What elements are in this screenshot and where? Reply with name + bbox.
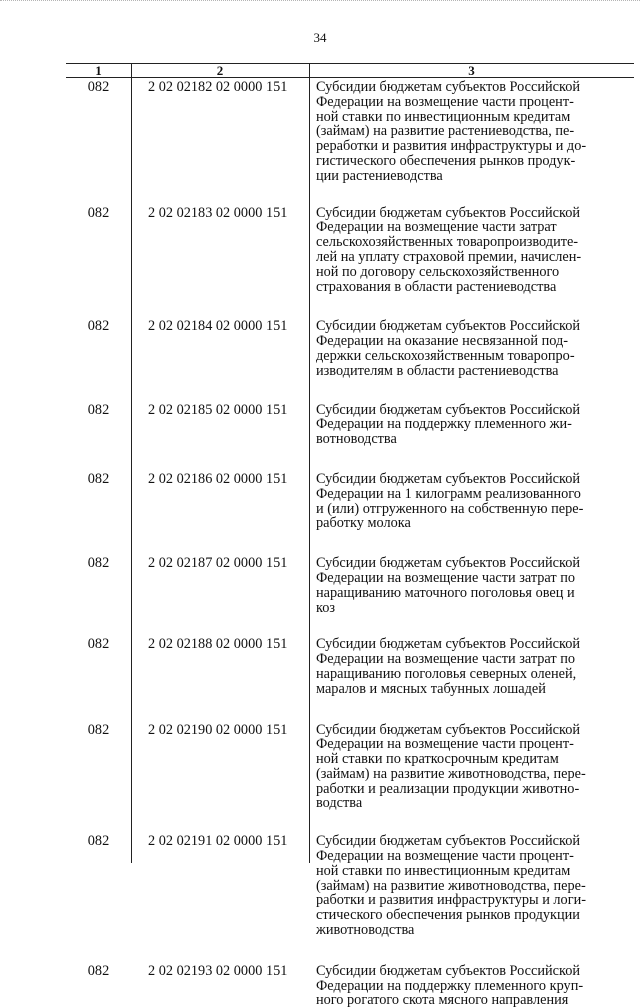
table-header-row (66, 63, 634, 78)
budget-classification-code-cell: 2 02 02182 02 0000 151 (148, 79, 288, 95)
description-cell (309, 204, 634, 295)
header-col-2: 2 (216, 63, 224, 78)
budget-classification-code-cell: 2 02 02193 02 0000 151 (148, 962, 288, 979)
admin-code-cell: 082 (87, 555, 110, 572)
description-line: Федерации на оказание несвязанной под- (316, 333, 569, 350)
description-line: и (или) отгруженного на собственную пере- (316, 500, 584, 517)
description-cell (309, 401, 634, 447)
description-line: коз (316, 599, 336, 616)
description-line: Федерации на возмещение части процент- (316, 93, 574, 110)
budget-classification-code-cell: 2 02 02183 02 0000 151 (148, 204, 288, 221)
description-line: Субсидии бюджетам субъектов Российской (316, 962, 581, 979)
description-line: работку молока (316, 515, 411, 532)
table-row (66, 401, 634, 447)
budget-classification-code-cell: 2 02 02185 02 0000 151 (148, 401, 288, 418)
table-row (66, 721, 634, 812)
description-line: ного рогатого скота мясного направления (316, 992, 569, 1008)
admin-code-cell: 082 (87, 636, 110, 653)
description-line: Субсидии бюджетам субъектов Российской (316, 721, 581, 738)
admin-code-cell: 082 (87, 470, 110, 487)
description-line: Субсидии бюджетам субъектов Российской (316, 470, 581, 487)
description-line: вотноводства (316, 431, 397, 448)
description-line: лей на уплату страховой премии, начислен- (316, 248, 582, 265)
admin-code-cell: 082 (87, 401, 110, 418)
description-cell (309, 962, 634, 1008)
budget-classification-code-cell: 2 02 02186 02 0000 151 (148, 470, 288, 487)
budget-classification-code-cell: 2 02 02184 02 0000 151 (148, 318, 288, 335)
table-body (66, 78, 634, 1008)
table-row (66, 470, 634, 531)
budget-classification-code-cell: 2 02 02190 02 0000 151 (148, 721, 288, 738)
description-line: страхования в области растениеводства (316, 278, 557, 295)
description-cell (309, 317, 634, 378)
budget-classification-code-cell: 2 02 02187 02 0000 151 (148, 555, 288, 572)
budget-codes-table (66, 63, 634, 1008)
description-line: водства (316, 795, 363, 812)
description-line: ции растениеводства (316, 167, 443, 184)
description-line: Субсидии бюджетам субъектов Российской (316, 833, 581, 850)
description-line: Субсидии бюджетам субъектов Российской (316, 204, 581, 221)
header-col-3: 3 (468, 63, 475, 78)
description-line: работки и реализации продукции животно- (316, 780, 580, 797)
budget-classification-code-cell: 2 02 02191 02 0000 151 (148, 833, 288, 850)
table-row (66, 554, 634, 615)
table-row (66, 832, 634, 938)
description-cell (309, 470, 634, 531)
description-line: ной ставки по краткосрочным кредитам (316, 751, 559, 768)
description-cell (309, 554, 634, 615)
description-line: Федерации на поддержку племенного жи- (316, 416, 572, 433)
description-line: маралов и мясных табунных лошадей (316, 680, 546, 697)
description-line: наращиванию маточного поголовья овец и (316, 584, 575, 601)
description-line: реработки и развития инфраструктуры и до- (316, 138, 587, 155)
description-cell (309, 635, 634, 696)
description-line: (займам) на развитие животноводства, пере- (316, 877, 586, 894)
description-line: Федерации на возмещение части процент- (316, 736, 574, 753)
description-line: (займам) на развитие растениеводства, пе- (316, 123, 575, 140)
description-line: гистического обеспечения рынков продук- (316, 152, 576, 169)
description-line: Федерации на возмещение части затрат (316, 219, 557, 236)
description-line: наращиванию поголовья северных оленей, (316, 665, 577, 682)
top-scan-rule (0, 0, 640, 4)
description-line: Федерации на 1 килограмм реализованного (316, 485, 581, 502)
description-line: ной по договору сельскохозяйственного (316, 263, 560, 280)
description-cell (309, 78, 634, 184)
admin-code-cell: 082 (87, 79, 110, 95)
admin-code-cell: 082 (87, 833, 110, 850)
table-row (66, 204, 634, 295)
description-line: работки и развития инфраструктуры и логи- (316, 892, 586, 909)
description-line: держки сельскохозяйственным товаропро- (316, 347, 575, 364)
description-line: Субсидии бюджетам субъектов Российской (316, 318, 581, 335)
table-row (66, 317, 634, 378)
admin-code-cell: 082 (87, 204, 110, 221)
description-line: Федерации на поддержку племенного круп- (316, 977, 584, 994)
description-line: Субсидии бюджетам субъектов Российской (316, 636, 581, 653)
description-line: стического обеспечения рынков продукции (316, 907, 580, 924)
header-col-1: 1 (95, 63, 102, 78)
description-line: Субсидии бюджетам субъектов Российской (316, 401, 581, 418)
description-line: (займам) на развитие животноводства, пере- (316, 765, 586, 782)
table-row (66, 78, 634, 184)
description-line: Федерации на возмещение части затрат по (316, 569, 576, 586)
description-line: Субсидии бюджетам субъектов Российской (316, 79, 581, 95)
budget-classification-code-cell: 2 02 02188 02 0000 151 (148, 636, 288, 653)
description-line: ной ставки по инвестиционным кредитам (316, 862, 571, 879)
description-line: Федерации на возмещение части затрат по (316, 651, 576, 668)
table-row (66, 962, 634, 1008)
description-line: Федерации на возмещение части процент- (316, 848, 574, 865)
admin-code-cell: 082 (87, 721, 110, 738)
description-line: Субсидии бюджетам субъектов Российской (316, 555, 581, 572)
admin-code-cell: 082 (87, 318, 110, 335)
description-cell (309, 721, 634, 812)
description-line: ной ставки по инвестиционным кредитам (316, 108, 571, 125)
page-number: 34 (313, 30, 327, 45)
description-line: изводителям в области растениеводства (316, 362, 559, 379)
admin-code-cell: 082 (87, 962, 110, 979)
table-row (66, 635, 634, 696)
description-cell (309, 832, 634, 938)
description-line: животноводства (316, 922, 415, 939)
description-line: сельскохозяйственных товаропроизводите- (316, 234, 579, 251)
